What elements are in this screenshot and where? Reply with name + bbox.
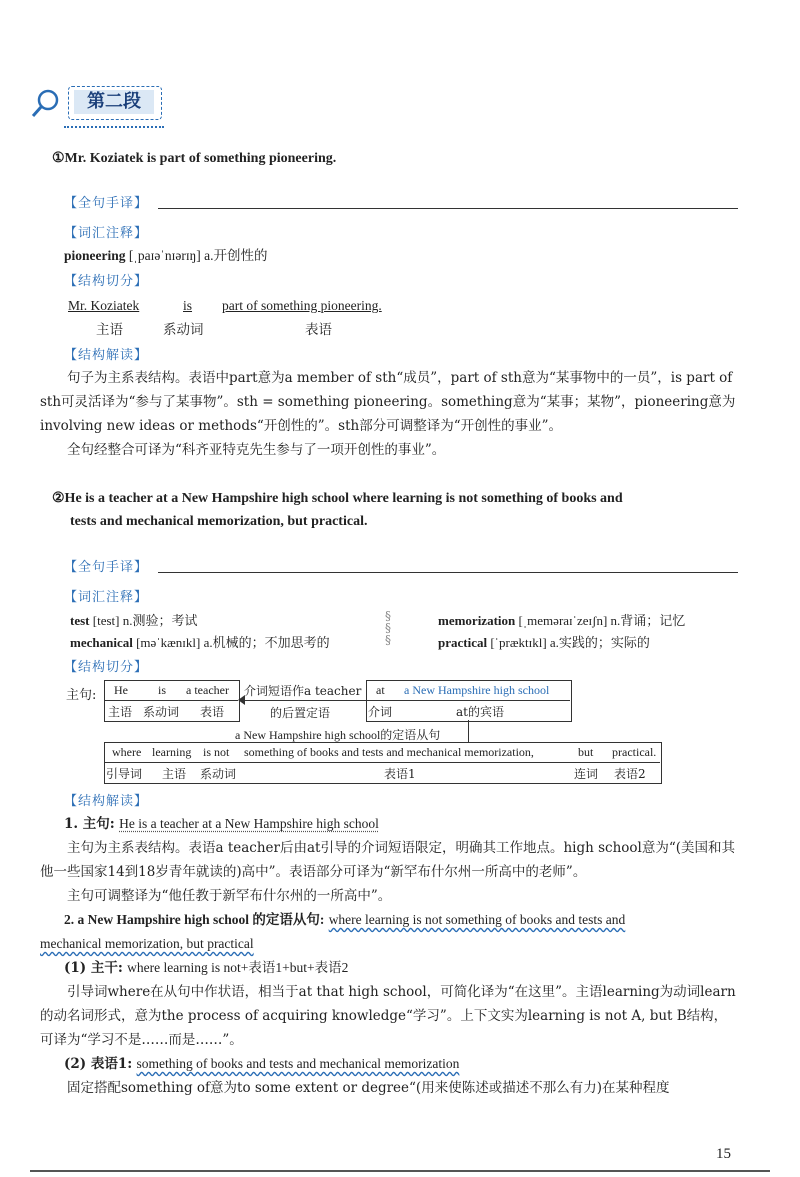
explain-1-p2: 全句经整合可译为“科齐亚特克先生参与了一项开创性的事业”。: [67, 442, 446, 458]
footer-rule: [30, 1170, 770, 1172]
diag-is-label: 系动词: [143, 705, 180, 719]
e2-text-a: where learning is not something of books and tests and: [328, 912, 626, 927]
page-number: 15: [716, 1146, 731, 1162]
clause-isnot-label: 系动词: [200, 767, 237, 781]
sentence-2-line-2: tests and mechanical memorization, but practical.: [70, 514, 368, 529]
clause-learning-label: 主语: [162, 767, 187, 781]
explain-1-p1: 句子为主系表结构。表语中part意为a member of sth“成员”，part of sth意为“某事物中的一员”，is part of sth可灵活译为“参与了某事物”。sth = something pioneering。something意为“某事；某物”，pioneering意为involving new ideas or methods“开创性的”。sth部分可调整译为“开创性的事业”。: [40, 370, 736, 434]
e2-sub1-text: where learning is not+表语1+but+表语2: [127, 960, 349, 975]
e2-p1: 引导词where在从句中作状语，相当于at that high school，可简化译为“在这里”。主语learning为动词learn的动名词形式，意为the process of acquiring knowledge“学习”。上下文实为learning is not A, but B结构，可译为“学习不是……而是……”。: [40, 984, 736, 1048]
diag-is: is: [158, 683, 167, 697]
diag-arrow-line: [240, 700, 366, 701]
vocab-test-def: [test] n.测验；考试: [92, 613, 198, 628]
tag-structure-cut-1: 【结构切分】: [64, 274, 149, 289]
e1-p2: 主句可调整译为“他任教于新罕布什尔州的一所高中”。: [67, 888, 392, 904]
diag-prep-note-1: 介词短语作a teacher: [244, 684, 362, 698]
diag-prep-divider: [366, 700, 570, 701]
cut-verb: is: [183, 298, 193, 313]
cut-pred: part of something pioneering.: [222, 298, 382, 313]
vocab-mechanical-word: mechanical: [70, 635, 133, 650]
clause-isnot: is not: [203, 745, 230, 759]
tag-full-translate-2: 【全句手译】: [64, 560, 149, 575]
e1-head: 1. 主句:: [64, 816, 115, 832]
e2-text-b: mechanical memorization, but practical: [40, 936, 254, 951]
e1-p1: 主句为主系表结构。表语a teacher后由at引导的介词短语限定，明确其工作地点。high school意为“(美国和其他一些国家14到18岁青年就读的)高中”。表语部分可译为“新罕布什尔州一所高中的老师”。: [40, 840, 736, 880]
tag-full-translate-1: 【全句手译】: [64, 196, 149, 211]
e2-sub1-head: (1) 主干:: [64, 960, 123, 976]
sentence-2-line-1: ②He is a teacher at a New Hampshire high school where learning is not something of books and: [52, 491, 623, 506]
clause-something-label: 表语1: [384, 767, 416, 781]
label-verb: 系动词: [163, 322, 204, 338]
diag-prep-note-2: 的后置定语: [270, 706, 331, 720]
clause-something: something of books and tests and mechanical memorization,: [244, 745, 534, 759]
vocab-mechanical-def: [məˈkænɪkl] a.机械的；不加思考的: [136, 635, 330, 650]
vocab-practical-def: [ˈpræktɪkl] a.实践的；实际的: [490, 635, 650, 650]
title-underline: [64, 122, 164, 128]
diag-at-label: 介词: [368, 705, 393, 719]
clause-but-label: 连词: [574, 767, 599, 781]
vocab-practical-word: practical: [438, 635, 488, 650]
e2-sub2-text: something of books and tests and mechanical memorization: [136, 1056, 460, 1071]
e2-head: 2. a New Hampshire high school 的定语从句:: [64, 912, 325, 927]
search-icon: [30, 86, 64, 120]
diag-teacher-label: 表语: [200, 705, 225, 719]
vocab-test-word: test: [70, 613, 90, 628]
tag-structure-explain-2: 【结构解读】: [64, 794, 149, 809]
translate-line-1: [158, 208, 738, 209]
clause-practical: practical.: [612, 745, 657, 759]
label-subject: 主语: [96, 322, 123, 338]
tag-vocab-2: 【词汇注释】: [64, 590, 149, 605]
vocab-memorization-word: memorization: [438, 613, 516, 628]
vocab-def: [ˌpaɪəˈnɪərɪŋ] a.开创性的: [128, 248, 268, 263]
vocab-word: pioneering: [64, 248, 126, 263]
diag-up-arrow: [468, 720, 469, 742]
clause-where-label: 引导词: [106, 767, 143, 781]
vocab-memorization-def: [ˌmeməraɪˈzeɪʃn] n.背诵；记忆: [518, 613, 686, 628]
label-pred: 表语: [305, 322, 332, 338]
section-title: 第二段: [74, 90, 154, 114]
e1-text: He is a teacher at a New Hampshire high school: [119, 816, 379, 831]
diag-teacher: a teacher: [186, 683, 229, 697]
diag-arrow-head: [238, 695, 245, 705]
diag-nh-label: at的宾语: [456, 705, 504, 719]
diag-he: He: [114, 683, 128, 697]
clause-where: where: [112, 745, 142, 759]
clause-but: but: [578, 745, 594, 759]
diag-main-divider: [104, 700, 238, 701]
e2-p2: 固定搭配something of意为to some extent or degree“(用来使陈述或描述不那么有力)在某种程度: [67, 1080, 670, 1096]
tag-structure-explain-1: 【结构解读】: [64, 348, 149, 363]
divider-squiggle: § § §: [385, 609, 391, 647]
tag-structure-cut-2: 【结构切分】: [64, 660, 149, 675]
clause-learning: learning: [152, 745, 192, 759]
tag-vocab-1: 【词汇注释】: [64, 226, 149, 241]
main-clause-label: 主句:: [66, 688, 97, 703]
cut-subject: Mr. Koziatek: [68, 298, 140, 313]
translate-line-2: [158, 572, 738, 573]
e2-sub2-head: (2) 表语1:: [64, 1056, 133, 1072]
diag-clause-divider: [104, 762, 660, 763]
diag-he-label: 主语: [108, 705, 133, 719]
diag-at: at: [376, 683, 385, 697]
diag-clause-note: a New Hampshire high school的定语从句: [235, 728, 441, 742]
diag-nh: a New Hampshire high school: [404, 683, 550, 697]
clause-practical-label: 表语2: [614, 767, 646, 781]
sentence-1: ①Mr. Koziatek is part of something pioneering.: [52, 151, 337, 166]
